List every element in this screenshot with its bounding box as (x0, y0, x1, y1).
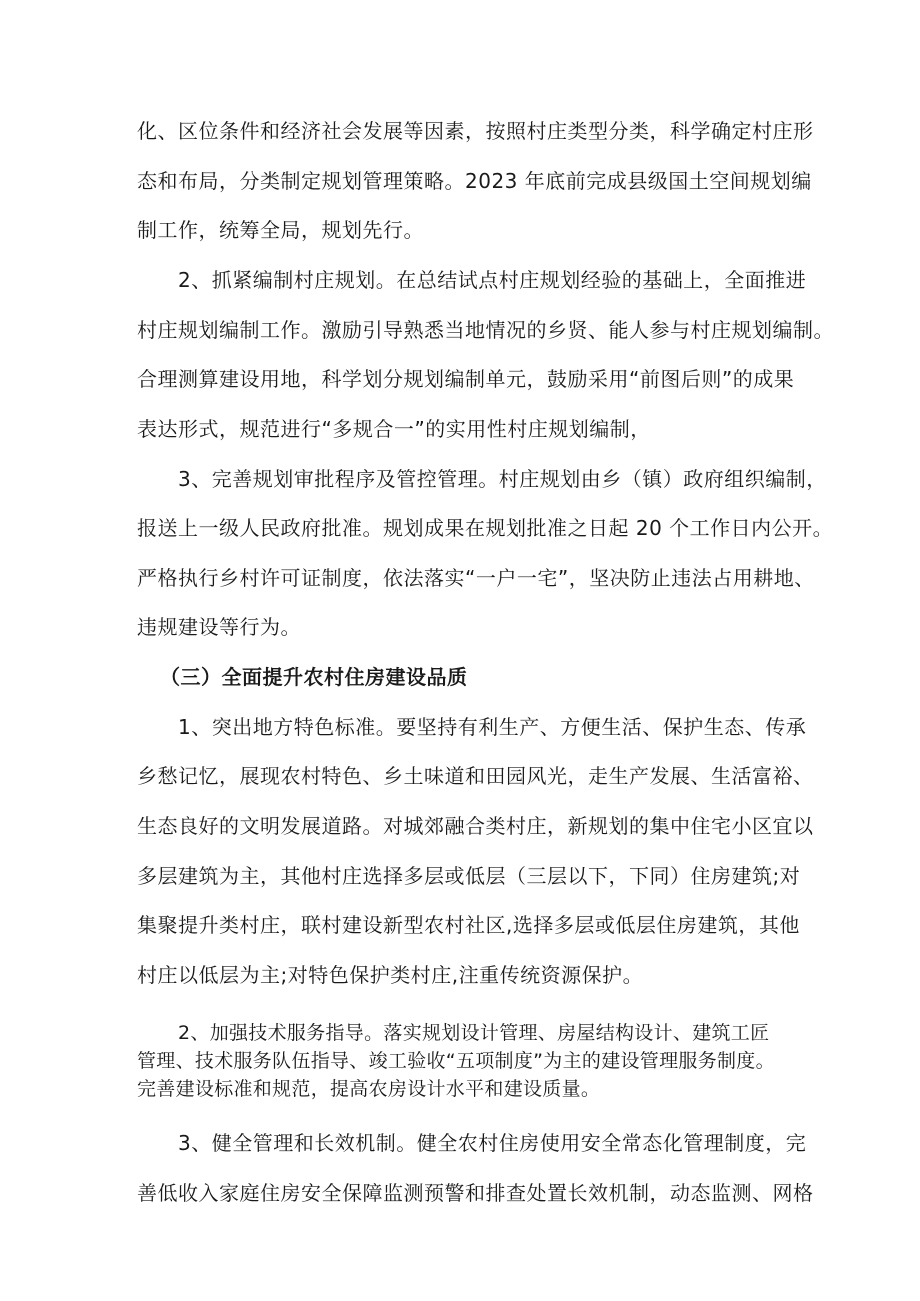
paragraph-line: 村庄规划编制工作。激励引导熟悉当地情况的乡贤、能人参与村庄规划编制。 (137, 318, 834, 342)
paragraph-line: 2、加强技术服务指导。落实规划设计管理、房屋结构设计、建筑工匠 (178, 1022, 770, 1044)
paragraph-line: 态和布局，分类制定规划管理策略。2023 年底前完成县级国土空间规划编 (137, 169, 812, 193)
paragraph-line: 化、区位条件和经济社会发展等因素，按照村庄类型分类，科学确定村庄形 (137, 119, 814, 143)
paragraph-line: 善低收入家庭住房安全保障监测预警和排查处置长效机制，动态监测、网格 (137, 1181, 814, 1205)
paragraph-line: 制工作，统筹全局，规划先行。 (137, 218, 424, 242)
section-heading: （三）全面提升农村住房建设品质 (160, 665, 468, 689)
paragraph-line: 违规建设等行为。 (137, 615, 301, 639)
paragraph-line: 管理、技术服务队伍指导、竣工验收“五项制度”为主的建设管理服务制度。 (137, 1050, 775, 1072)
paragraph-line: 生态良好的文明发展道路。对城郊融合类村庄，新规划的集中住宅小区宜以 (137, 814, 814, 838)
paragraph-line: 1、突出地方特色标准。要坚持有利生产、方便生活、保护生态、传承 (178, 715, 807, 739)
paragraph-line: 完善建设标准和规范，提高农房设计水平和建设质量。 (137, 1078, 601, 1100)
paragraph-line: 2、抓紧编制村庄规划。在总结试点村庄规划经验的基础上，全面推进 (178, 268, 807, 292)
paragraph-line: 村庄以低层为主;对特色保护类村庄,注重传统资源保护。 (137, 963, 644, 987)
paragraph-line: 表达形式，规范进行“多规合一”的实用性村庄规划编制， (137, 417, 651, 441)
paragraph-line: 合理测算建设用地，科学划分规划编制单元，鼓励采用“前图后则”的成果 (137, 367, 795, 391)
paragraph-line: 3、完善规划审批程序及管控管理。村庄规划由乡（镇）政府组织编制， (178, 467, 827, 491)
paragraph-line: 3、健全管理和长效机制。健全农村住房使用安全常态化管理制度，完 (178, 1131, 807, 1155)
paragraph-line: 集聚提升类村庄，联村建设新型农村社区,选择多层或低层住房建筑，其他 (137, 913, 800, 937)
paragraph-line: 严格执行乡村许可证制度，依法落实“一户一宅”，坚决防止违法占用耕地、 (137, 566, 815, 590)
paragraph-line: 乡愁记忆，展现农村特色、乡土味道和田园风光，走生产发展、生活富裕、 (137, 764, 814, 788)
paragraph-line: 多层建筑为主，其他村庄选择多层或低层（三层以下，下同）住房建筑;对 (137, 864, 801, 888)
paragraph-line: 报送上一级人民政府批准。规划成果在规划批准之日起 20 个工作日内公开。 (137, 516, 834, 540)
